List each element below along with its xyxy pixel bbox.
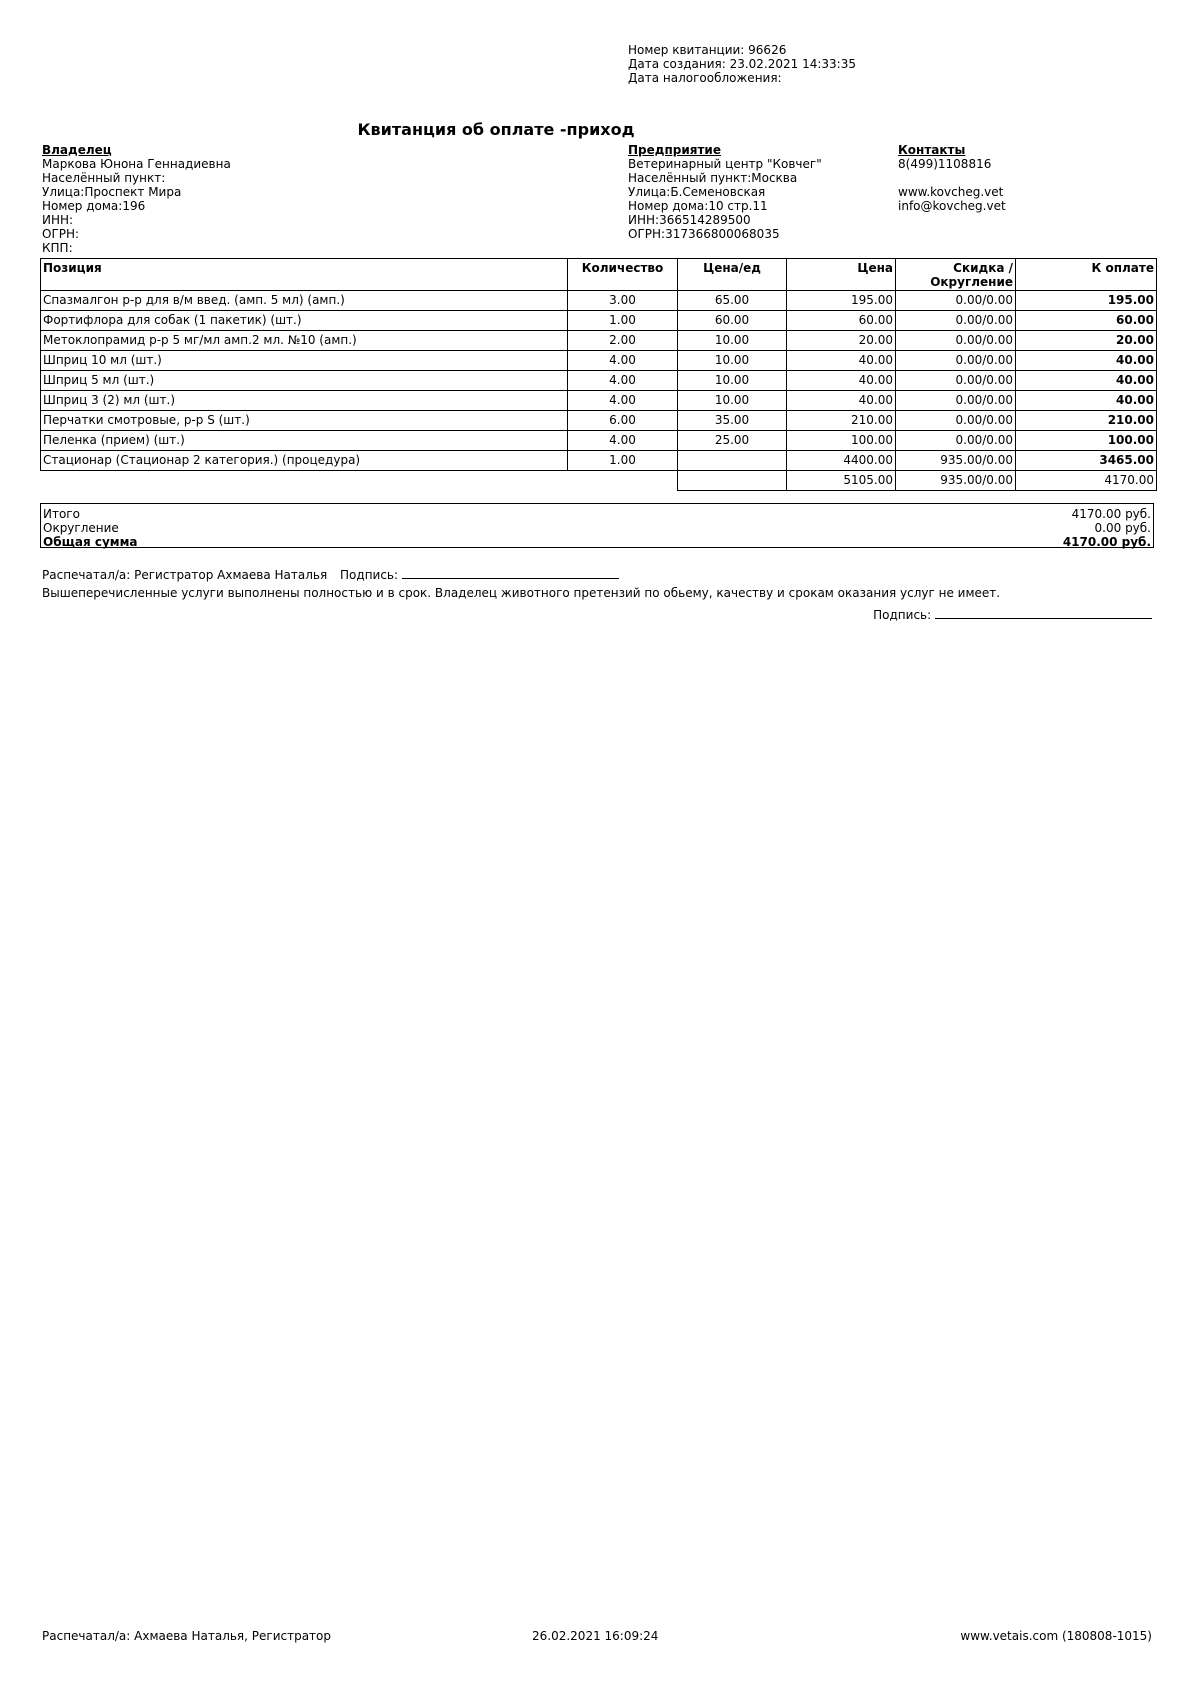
- cell-to-pay: 60.00: [1016, 311, 1157, 331]
- cell-discount: 0.00/0.00: [896, 291, 1016, 311]
- table-row: [41, 351, 1157, 371]
- contacts-spacer: [898, 171, 1006, 185]
- cell-position: Шприц 3 (2) мл (шт.): [41, 391, 568, 411]
- company-name: Ветеринарный центр "Ковчег": [628, 157, 822, 171]
- table-row: [41, 411, 1157, 431]
- table-row: [41, 371, 1157, 391]
- owner-house: Номер дома:196: [42, 199, 146, 213]
- items-table: [40, 258, 1157, 491]
- owner-name: Маркова Юнона Геннадиевна: [42, 157, 231, 171]
- total-label: Общая сумма: [43, 535, 138, 549]
- table-row: [41, 391, 1157, 411]
- cell-position: Шприц 5 мл (шт.): [41, 371, 568, 391]
- owner-signature-label: Подпись:: [873, 608, 932, 622]
- table-row: [41, 451, 1157, 471]
- cell-to-pay: 100.00: [1016, 431, 1157, 451]
- company-inn: ИНН:366514289500: [628, 213, 751, 227]
- cell-quantity: 1.00: [568, 451, 678, 471]
- cell-position: Стационар (Стационар 2 категория.) (процедура): [41, 451, 568, 471]
- owner-heading: Владелец: [42, 143, 112, 157]
- sum-empty: [568, 471, 678, 491]
- total-row: [43, 535, 1151, 549]
- cell-to-pay: 20.00: [1016, 331, 1157, 351]
- cell-price: 4400.00: [787, 451, 896, 471]
- cell-quantity: 4.00: [568, 351, 678, 371]
- cell-discount: 0.00/0.00: [896, 411, 1016, 431]
- rounding-label: Округление: [43, 521, 119, 535]
- cell-price: 40.00: [787, 351, 896, 371]
- company-house: Номер дома:10 стр.11: [628, 199, 768, 213]
- company-block: [628, 143, 822, 241]
- itogo-row: [43, 507, 1151, 521]
- cell-price: 100.00: [787, 431, 896, 451]
- cell-discount: 0.00/0.00: [896, 351, 1016, 371]
- header-to-pay: К оплате: [1016, 259, 1157, 291]
- signature-line: [402, 566, 619, 579]
- owner-street: Улица:Проспект Мира: [42, 185, 182, 199]
- table-row: [41, 431, 1157, 451]
- cell-discount: 0.00/0.00: [896, 431, 1016, 451]
- total-value: 4170.00 руб.: [1062, 535, 1151, 549]
- contacts-website: www.kovcheg.vet: [898, 185, 1004, 199]
- cell-unit-price: 25.00: [678, 431, 787, 451]
- cell-to-pay: 3465.00: [1016, 451, 1157, 471]
- creation-date: Дата создания: 23.02.2021 14:33:35: [628, 57, 856, 71]
- cell-quantity: 4.00: [568, 431, 678, 451]
- footer-datetime: 26.02.2021 16:09:24: [532, 1629, 659, 1643]
- rounding-value: 0.00 руб.: [1094, 521, 1151, 535]
- header-quantity: Количество: [568, 259, 678, 291]
- cell-unit-price: 65.00: [678, 291, 787, 311]
- cell-discount: 0.00/0.00: [896, 331, 1016, 351]
- table-row: [41, 311, 1157, 331]
- cell-unit-price: [678, 451, 787, 471]
- cell-quantity: 6.00: [568, 411, 678, 431]
- cell-unit-price: 10.00: [678, 351, 787, 371]
- statement: Вышеперечисленные услуги выполнены полностью и в срок. Владелец животного претензий по обьему, качеству и срокам оказания услуг не имеет.: [42, 586, 1001, 600]
- owner-inn: ИНН:: [42, 213, 74, 227]
- header-discount: [896, 259, 1016, 291]
- cell-position: Метоклопрамид р-р 5 мг/мл амп.2 мл. №10 (амп.): [41, 331, 568, 351]
- itogo-value: 4170.00 руб.: [1071, 507, 1151, 521]
- cell-unit-price: 10.00: [678, 391, 787, 411]
- cell-quantity: 2.00: [568, 331, 678, 351]
- cell-price: 20.00: [787, 331, 896, 351]
- cell-unit-price: 10.00: [678, 331, 787, 351]
- header-unit-price: Цена/ед: [678, 259, 787, 291]
- table-row: [41, 331, 1157, 351]
- header-position: Позиция: [41, 259, 568, 291]
- cell-position: Шприц 10 мл (шт.): [41, 351, 568, 371]
- company-heading: Предприятие: [628, 143, 721, 157]
- cell-discount: 0.00/0.00: [896, 391, 1016, 411]
- cell-quantity: 3.00: [568, 291, 678, 311]
- receipt-meta: [628, 43, 856, 85]
- receipt-number: Номер квитанции: 96626: [628, 43, 787, 57]
- document-title: Квитанция об оплате -приход: [357, 120, 635, 139]
- owner-block: [42, 143, 231, 255]
- cell-position: Спазмалгон р-р для в/м введ. (амп. 5 мл) (амп.): [41, 291, 568, 311]
- signature-label: Подпись:: [340, 568, 399, 582]
- header-discount-line2: Округление: [930, 275, 1013, 289]
- sum-row: [41, 471, 1157, 491]
- owner-ogrn: ОГРН:: [42, 227, 80, 241]
- cell-discount: 935.00/0.00: [896, 451, 1016, 471]
- cell-to-pay: 40.00: [1016, 371, 1157, 391]
- contacts-heading: Контакты: [898, 143, 966, 157]
- rounding-row: [43, 521, 1151, 535]
- sum-price: 5105.00: [787, 471, 896, 491]
- contacts-block: [898, 143, 1006, 213]
- cell-unit-price: 60.00: [678, 311, 787, 331]
- company-street: Улица:Б.Семеновская: [628, 185, 766, 199]
- cell-to-pay: 40.00: [1016, 351, 1157, 371]
- owner-signature-line: [873, 606, 1152, 622]
- cell-position: Пеленка (прием) (шт.): [41, 431, 568, 451]
- cell-unit-price: 10.00: [678, 371, 787, 391]
- itogo-label: Итого: [43, 507, 80, 521]
- header-discount-line1: Скидка /: [953, 261, 1013, 275]
- totals-box: [40, 503, 1154, 548]
- tax-date: Дата налогообложения:: [628, 71, 782, 85]
- owner-locality: Населённый пункт:: [42, 171, 166, 185]
- cell-price: 195.00: [787, 291, 896, 311]
- company-ogrn: ОГРН:317366800068035: [628, 227, 780, 241]
- table-header-row: [41, 259, 1157, 291]
- cell-quantity: 4.00: [568, 391, 678, 411]
- cell-discount: 0.00/0.00: [896, 311, 1016, 331]
- sum-discount: 935.00/0.00: [896, 471, 1016, 491]
- cell-to-pay: 210.00: [1016, 411, 1157, 431]
- cell-price: 210.00: [787, 411, 896, 431]
- cell-unit-price: 35.00: [678, 411, 787, 431]
- cell-price: 40.00: [787, 371, 896, 391]
- cell-price: 40.00: [787, 391, 896, 411]
- cell-position: Перчатки смотровые, р-р S (шт.): [41, 411, 568, 431]
- header-price: Цена: [787, 259, 896, 291]
- owner-signature-underline: [935, 606, 1152, 619]
- sum-empty: [41, 471, 568, 491]
- printed-by: Распечатал/а: Регистратор Ахмаева Наталья: [42, 568, 328, 582]
- cell-to-pay: 195.00: [1016, 291, 1157, 311]
- cell-discount: 0.00/0.00: [896, 371, 1016, 391]
- cell-price: 60.00: [787, 311, 896, 331]
- owner-kpp: КПП:: [42, 241, 73, 255]
- company-locality: Населённый пункт:Москва: [628, 171, 798, 185]
- printed-by-line: [42, 566, 619, 582]
- footer-printed-by: Распечатал/а: Ахмаева Наталья, Регистратор: [42, 1629, 332, 1643]
- table-row: [41, 291, 1157, 311]
- sum-to-pay: 4170.00: [1016, 471, 1157, 491]
- cell-position: Фортифлора для собак (1 пакетик) (шт.): [41, 311, 568, 331]
- cell-to-pay: 40.00: [1016, 391, 1157, 411]
- contacts-phone: 8(499)1108816: [898, 157, 992, 171]
- contacts-email: info@kovcheg.vet: [898, 199, 1006, 213]
- footer-software: www.vetais.com (180808-1015): [960, 1629, 1152, 1643]
- sum-empty-bordered: [678, 471, 787, 491]
- cell-quantity: 4.00: [568, 371, 678, 391]
- cell-quantity: 1.00: [568, 311, 678, 331]
